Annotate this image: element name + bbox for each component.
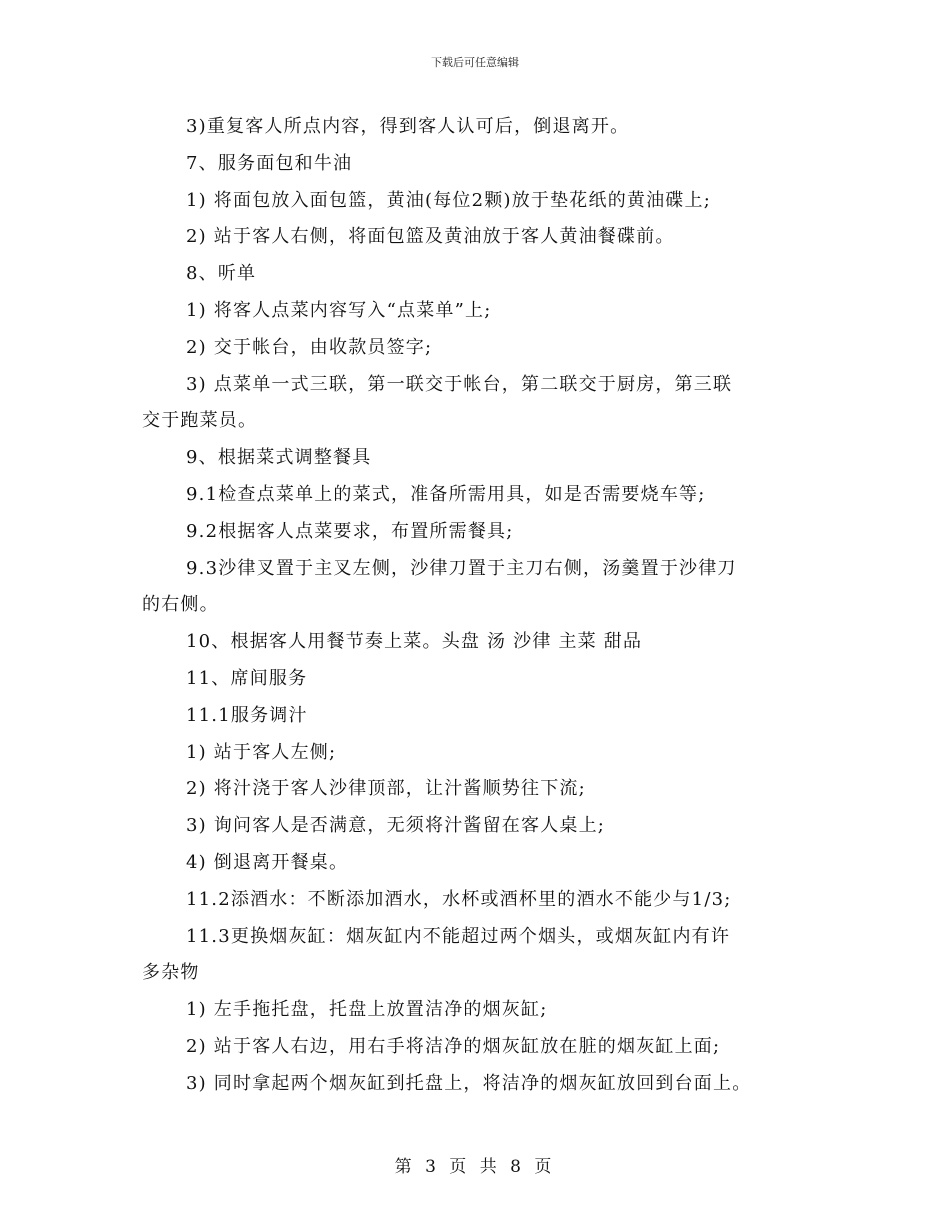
text-line: 11、席间服务	[186, 667, 308, 689]
text-line: 2) 将汁浇于客人沙律顶部，让汁酱顺势往下流;	[186, 778, 586, 800]
text-line: 9、根据菜式调整餐具	[186, 447, 372, 469]
text-line: 4) 倒退离开餐桌。	[186, 851, 349, 873]
text-line: 的右侧。	[142, 594, 219, 616]
document-body	[142, 109, 832, 1103]
text-line: 1) 将面包放入面包篮，黄油(每位2颗)放于垫花纸的黄油碟上;	[186, 189, 711, 211]
page-header-note: 下载后可任意编辑	[431, 56, 519, 69]
text-line: 11.1服务调汁	[186, 704, 308, 726]
text-line: 11.3更换烟灰缸：烟灰缸内不能超过两个烟头，或烟灰缸内有许	[186, 925, 731, 947]
text-line: 2) 交于帐台，由收款员签字;	[186, 336, 433, 358]
text-line: 2) 站于客人右侧，将面包篮及黄油放于客人黄油餐碟前。	[186, 226, 675, 248]
text-line: 3)重复客人所点内容，得到客人认可后，倒退离开。	[186, 116, 630, 137]
text-line: 1) 左手拖托盘，托盘上放置洁净的烟灰缸;	[186, 999, 548, 1021]
text-line: 10、根据客人用餐节奏上菜。头盘 汤 沙律 主菜 甜品	[186, 631, 643, 653]
text-line: 9.3沙律叉置于主叉左侧，沙律刀置于主刀右侧，汤羹置于沙律刀	[186, 557, 737, 579]
text-line: 11.2添酒水：不断添加酒水，水杯或酒杯里的酒水不能少与1/3;	[186, 888, 732, 910]
text-line: 3) 同时拿起两个烟灰缸到托盘上，将洁净的烟灰缸放回到台面上。	[186, 1072, 752, 1094]
text-line: 7、服务面包和牛油	[186, 152, 353, 174]
text-line: 2) 站于客人右边，用右手将洁净的烟灰缸放在脏的烟灰缸上面;	[186, 1035, 721, 1057]
text-line: 8、听单	[186, 263, 257, 285]
text-line: 1) 将客人点菜内容写入“点菜单”上;	[186, 299, 492, 321]
page-number-footer: 第 3 页 共 8 页	[394, 1157, 556, 1177]
text-line: 9.1检查点菜单上的菜式，准备所需用具，如是否需要烧车等;	[186, 483, 706, 505]
text-line: 3) 询问客人是否满意，无须将汁酱留在客人桌上;	[186, 815, 606, 837]
text-line: 多杂物	[142, 962, 200, 984]
text-line: 3) 点菜单一式三联，第一联交于帐台，第二联交于厨房，第三联	[186, 373, 733, 395]
text-line: 9.2根据客人点菜要求，布置所需餐具;	[186, 520, 514, 542]
text-line: 交于跑菜员。	[142, 410, 258, 432]
text-line: 1) 站于客人左侧;	[186, 741, 337, 763]
